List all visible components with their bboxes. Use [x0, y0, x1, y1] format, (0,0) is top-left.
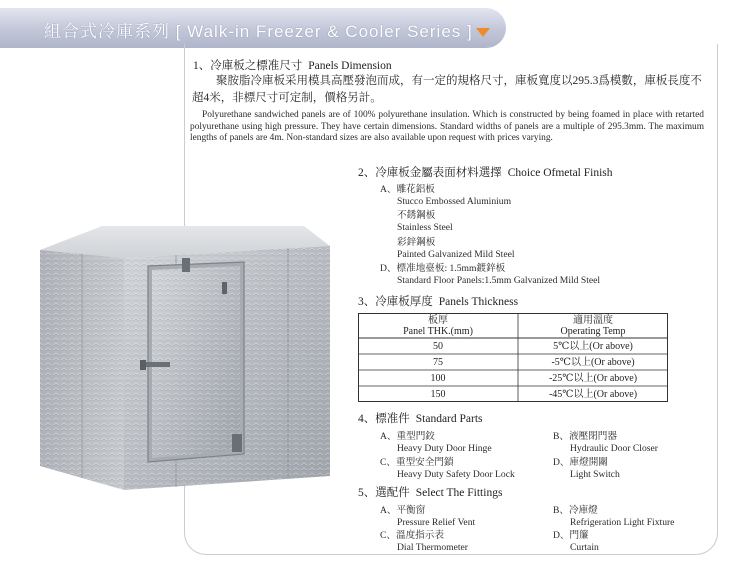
section-4-title [358, 410, 483, 426]
table-header-thickness [358, 315, 518, 337]
finish-item-d [380, 263, 600, 286]
table-row-3-temp: -25℃以上(Or above) [548, 373, 638, 384]
standard-part-a [380, 431, 492, 454]
table-header-temp [518, 315, 668, 337]
table-row-4-temp: -45℃以上(Or above) [548, 389, 638, 400]
standard-part-d-zh: D、庫燈開關 [553, 457, 608, 468]
fitting-c [380, 530, 468, 553]
fitting-b [553, 505, 674, 528]
section-1-title-en: Panels Dimension [308, 60, 392, 72]
standard-part-b [553, 431, 658, 454]
table-row-4-thickness: 150 [430, 389, 446, 400]
fitting-d [553, 530, 599, 553]
table-row-2-thickness: 75 [433, 357, 443, 368]
section-1-title-zh: 1、冷庫板之標准尺寸 [193, 60, 303, 72]
fitting-c-zh: C、溫度指示表 [380, 530, 444, 541]
table-header-thickness-en: Panel THK.(mm) [403, 326, 473, 337]
standard-part-c [380, 457, 515, 480]
fitting-a-en: Pressure Relief Vent [397, 516, 476, 528]
finish-item-c-en: Painted Galvanized Mild Steel [397, 248, 515, 260]
table-header-temp-zh: 適用溫度 [573, 315, 613, 326]
finish-item-b-zh: 不銹鋼板 [397, 210, 436, 221]
section-5-title-zh: 5、選配件 [358, 487, 410, 499]
fitting-c-en: Dial Thermometer [397, 541, 468, 553]
table-row-3-thickness: 100 [430, 373, 446, 384]
walk-in-cooler-illustration [36, 222, 336, 495]
standard-part-d [553, 457, 620, 480]
standard-part-b-zh: B、液壓閉門器 [553, 431, 617, 442]
finish-item-c-zh: 彩鋅鋼板 [397, 237, 436, 248]
thickness-table [358, 313, 668, 402]
section-5-title [358, 484, 502, 500]
standard-part-d-en: Light Switch [570, 468, 620, 480]
fitting-a-zh: A、平衡窗 [380, 505, 426, 516]
table-row-1-thickness: 50 [433, 341, 443, 352]
standard-part-a-en: Heavy Duty Door Hinge [397, 442, 492, 454]
standard-part-c-zh: C、重型安全門鎖 [380, 457, 454, 468]
section-2-title [358, 164, 613, 180]
fitting-d-zh: D、門簾 [553, 530, 589, 541]
section-1-desc-en: Polyurethane sandwiched panels are of 100% polyurethane insulation. Which is constructed by being foamed in place with retarted polyurethane using high pressure. They have certain dimensions. Standard widths of panels are a multiple of 295.3mm. The maximum lengths of panels are 4m. Non-standard sizes are also available upon request with prices varying. [190, 110, 704, 143]
section-4-title-zh: 4、標准件 [358, 413, 410, 425]
section-1-desc-zh: 聚胺脂冷庫板采用模具高壓發泡而成，有一定的規格尺寸，庫板寬度以295.3爲模數，庫板長度不超4米，非標尺寸可定制，價格另計。 [192, 75, 702, 104]
section-3-title-en: Panels Thickness [438, 296, 519, 308]
fitting-b-en: Refrigeration Light Fixture [570, 516, 675, 528]
fitting-b-zh: B、冷庫燈 [553, 505, 598, 516]
finish-item-a-zh: A、雕花鋁板 [380, 184, 435, 195]
page-title: 組合式冷庫系列 [ Walk-in Freezer & Cooler Series ] [44, 22, 473, 41]
finish-item-c [397, 237, 515, 260]
section-1-title [193, 57, 392, 73]
fitting-d-en: Curtain [570, 541, 599, 553]
section-3-title-zh: 3、冷庫板厚度 [358, 296, 433, 308]
standard-part-a-zh: A、重型門鉸 [380, 431, 435, 442]
table-row-2-temp: -5℃以上(Or above) [551, 357, 635, 368]
section-3-title [358, 293, 518, 309]
finish-item-a-en: Stucco Embossed Aluminium [397, 195, 512, 207]
fitting-a [380, 505, 475, 528]
table-header-thickness-zh: 板厚 [428, 315, 448, 326]
triangle-down-icon[interactable] [476, 28, 490, 37]
finish-item-d-zh: D、標准地臺板: 1.5mm鍍鋅板 [380, 263, 506, 274]
finish-item-b-en: Stainless Steel [397, 221, 453, 233]
section-2-title-en: Choice Ofmetal Finish [507, 167, 613, 179]
standard-part-b-en: Hydraulic Door Closer [570, 442, 658, 454]
finish-item-b [397, 210, 453, 233]
finish-item-a [380, 184, 511, 207]
table-row-1-temp: 5℃以上(Or above) [553, 341, 633, 352]
table-header-temp-en: Operating Temp [560, 326, 626, 337]
section-5-title-en: Select The Fittings [415, 487, 503, 499]
standard-part-c-en: Heavy Duty Safety Door Lock [397, 468, 515, 480]
finish-item-d-en: Standard Floor Panels:1.5mm Galvanized Mild Steel [397, 274, 601, 286]
section-2-title-zh: 2、冷庫板金屬表面材料選擇 [358, 167, 502, 179]
section-4-title-en: Standard Parts [415, 413, 483, 425]
